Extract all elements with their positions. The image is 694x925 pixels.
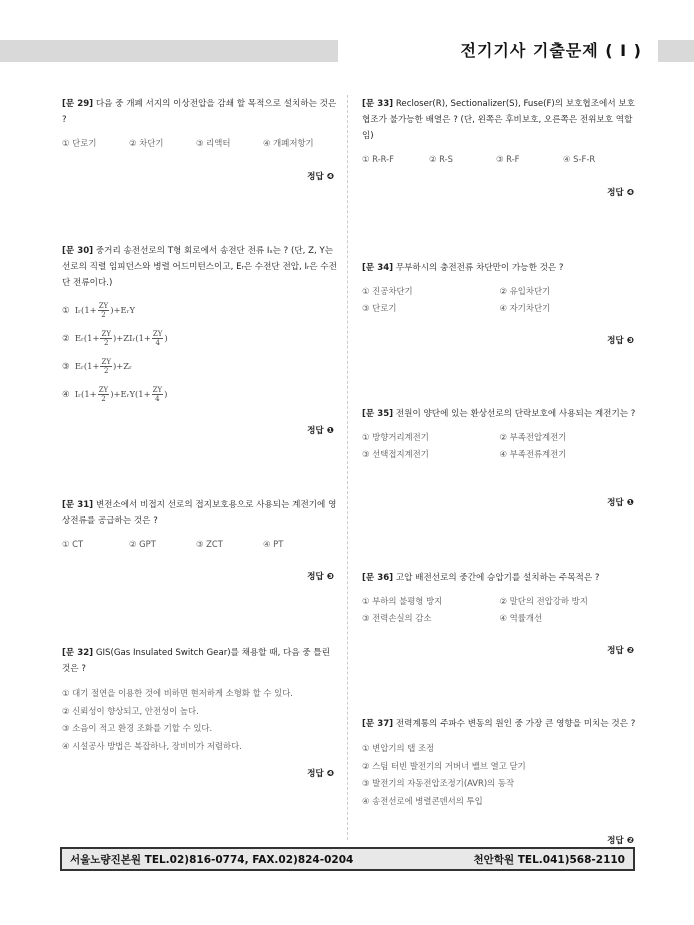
question-text: GIS(Gas Insulated Switch Gear)를 채용할 때, 다음 중 틀린 것은 ? [62,648,331,674]
answer: 정답 ❸ [607,336,634,346]
option-2[interactable]: ② 신뢰성이 향상되고, 안전성이 높다. [62,705,199,716]
option-3[interactable]: ③ 선택접지계전기 [362,449,429,459]
question-number: [문 37] [362,719,394,729]
question-text: 무부하시의 충전전류 차단만이 가능한 것은 ? [395,263,564,273]
fraction: $\frac{ZY}{4}$ [152,385,163,403]
question-number: [문 33] [362,99,394,109]
question-text: 전원이 양단에 있는 환상선로의 단락보호에 사용되는 계전기는 ? [395,409,636,419]
answer: 정답 ❶ [307,426,334,436]
option-2[interactable]: ② 부족전압계전기 [499,432,567,442]
option-4[interactable]: ④ 개폐저항기 [263,138,314,148]
options [362,429,637,463]
question-34 [362,260,637,317]
question-29 [62,96,337,151]
answer: 정답 ❹ [607,188,634,198]
question-number: [문 34] [362,263,394,273]
option-4[interactable]: ④ PT [263,539,284,549]
header-tab [658,40,694,62]
footer-contact-bar [60,847,635,871]
option-1[interactable]: ① R-R-F [362,154,394,164]
options [362,593,637,627]
question-37 [362,716,637,810]
question-33 [362,96,637,167]
option-2[interactable]: ② 스팀 터빈 발전기의 거버너 밸브 열고 닫기 [362,760,526,771]
question-35 [362,406,637,463]
options [362,283,637,317]
option-1[interactable]: ① 단로기 [62,138,97,148]
answer: 정답 ❸ [307,572,334,582]
question-text: 전력계통의 주파수 변동의 원인 중 가장 큰 영향을 미치는 것은 ? [395,719,636,729]
question-text: 고압 배전선로의 중간에 승압기를 설치하는 주목적은 ? [395,573,600,583]
fraction: $\frac{ZY}{2}$ [101,357,111,375]
page-title: 전기기사 기출문제 ( Ⅰ ) [460,41,642,60]
answer: 정답 ❹ [307,769,334,779]
options [362,740,637,810]
fraction: $\frac{ZY}{4}$ [152,329,163,347]
question-text: 다음 중 개폐 서지의 이상전압을 감쇄 할 목적으로 설치하는 것은 ? [62,99,337,125]
option-3[interactable]: ③ 소음이 적고 환경 조화를 기할 수 있다. [62,723,213,733]
option-3[interactable]: ③ R-F [496,154,520,164]
answer: 정답 ❷ [607,646,634,656]
option-2[interactable]: ② GPT [129,539,156,549]
question-number: [문 32] [62,648,94,658]
option-3[interactable]: ③ 발전기의 자동전압조정기(AVR)의 동작 [362,778,515,788]
answer: 정답 ❶ [607,498,634,508]
option-4[interactable]: ④ 시설공사 방법은 복잡하나, 장비비가 저렴하다. [62,740,242,751]
options [62,685,337,755]
question-number: [문 35] [362,409,394,419]
header-band [0,40,338,62]
option-4[interactable]: ④ S-F-R [563,154,596,164]
option-2[interactable]: ② 유입차단기 [499,286,551,296]
footer-left: 서울노량진본원 TEL.02)816-0774, FAX.02)824-0204 [70,853,354,866]
question-text: Recloser(R), Sectionalizer(S), Fuse(F)의 보호협조에서 보호협조가 불가능한 배열은 ? (단, 왼쪽은 후비보호, 오른쪽은 전위보호 역할임) [362,99,635,141]
option-4[interactable]: ④ 역률개선 [499,613,543,623]
question-text: 중거리 송전선로의 T형 회로에서 송전단 전류 Iₛ는 ? (단, Z, Y는 선로의 직렬 임피던스와 병렬 어드미턴스이고, Eᵣ은 수전단 전압, Iᵣ은 수전단 전류이다.) [62,246,337,288]
footer-right: 천안학원 TEL.041)568-2110 [473,853,625,866]
option-4[interactable]: ④ 부족전류계전기 [499,449,567,459]
question-30 [62,243,337,408]
question-36 [362,570,637,627]
option-1[interactable]: ① Iᵣ(1+ $\frac{ZY}{2}$ )+EᵣY [62,301,136,319]
option-1[interactable]: ① 대기 절연을 이용한 것에 비하면 현저하게 소형화 할 수 있다. [62,688,293,698]
fraction: $\frac{ZY}{2}$ [98,301,109,319]
question-text: 변전소에서 비접지 선로의 접지보호용으로 사용되는 계전기에 영상전류를 공급하는 것은 ? [62,500,337,526]
question-number: [문 29] [62,99,94,109]
option-1[interactable]: ① 부하의 불평형 방지 [362,596,443,606]
option-1[interactable]: ① CT [62,539,84,549]
fraction: $\frac{ZY}{2}$ [101,329,111,347]
question-number: [문 30] [62,246,94,256]
option-4[interactable]: ④ 자기차단기 [499,303,551,313]
option-1[interactable]: ① 방향거리계전기 [362,432,429,442]
answer: 정답 ❹ [307,172,334,182]
question-number: [문 36] [362,573,394,583]
option-2[interactable]: ② Eᵣ(1+ $\frac{ZY}{2}$ )+ZIᵣ(1+ $\frac{ZY}{4}$ ) [62,329,168,347]
answer: 정답 ❷ [607,836,634,846]
option-1[interactable]: ① 변압기의 탭 조정 [362,743,435,753]
option-3[interactable]: ③ ZCT [196,539,223,549]
options [62,296,337,408]
option-2[interactable]: ② R-S [429,154,453,164]
options [362,151,637,167]
options [62,135,337,151]
option-4[interactable]: ④ Iᵣ(1+ $\frac{ZY}{2}$ )+EᵣY(1+ $\frac{ZY}{4}$ ) [62,385,168,403]
option-3[interactable]: ③ 단로기 [362,303,397,313]
question-number: [문 31] [62,500,94,510]
option-3[interactable]: ③ Eᵣ(1+ $\frac{ZY}{2}$ )+Zᵣ [62,357,132,375]
option-3[interactable]: ③ 리액터 [196,138,231,148]
option-1[interactable]: ① 진공차단기 [362,286,413,296]
option-3[interactable]: ③ 전력손실의 감소 [362,613,432,623]
option-2[interactable]: ② 말단의 전압강하 방지 [499,596,588,606]
fraction: $\frac{ZY}{2}$ [98,385,109,403]
question-32 [62,645,337,755]
option-4[interactable]: ④ 송전선로에 병렬콘덴서의 투입 [362,795,483,806]
option-2[interactable]: ② 차단기 [129,138,164,148]
question-31 [62,497,337,552]
column-divider [347,95,348,840]
options [62,536,337,552]
